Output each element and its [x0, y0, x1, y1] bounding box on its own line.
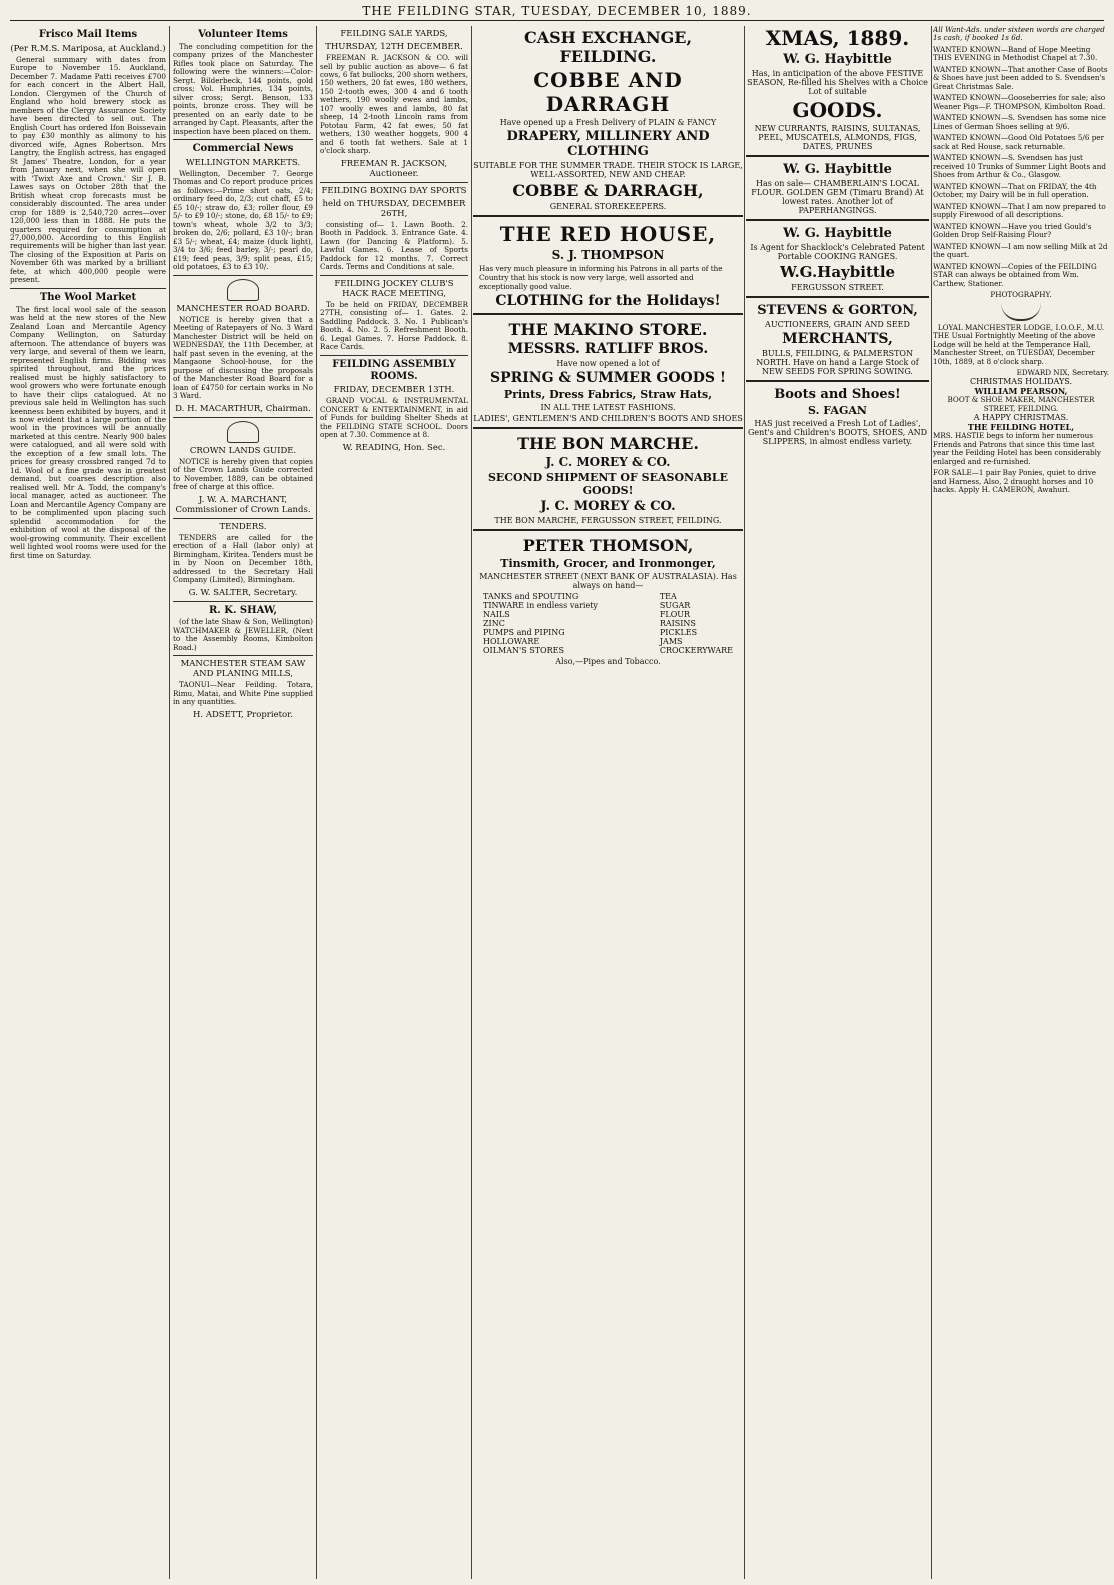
masthead: THE FEILDING STAR, TUESDAY, DECEMBER 10, 1889.	[362, 4, 752, 18]
haybittle-text-4: FERGUSSON STREET.	[791, 283, 884, 292]
ad-bon-marche-sign: J. C. MOREY & CO.	[540, 499, 676, 514]
ad-cobbe-sign2: GENERAL STOREKEEPERS.	[549, 202, 667, 211]
ad-red-house-text: Has very much pleasure in informing his Patrons in all parts of the Country that his stock is now very large, well assorted and exceptionally good value.	[479, 264, 723, 291]
classified-item: WANTED KNOWN—Band of Hope Meeting THIS EVENING in Methodist Chapel at 7.30.	[933, 44, 1098, 63]
ad-sale-yards-text: FREEMAN R. JACKSON & CO. will sell by public auction as above— 6 fat cows, 6 fat bullocks, 200 shorn wethers, 150 wethers, 20 fat ewes, 180 wethers, 150 2-tooth ewes, 300 4 and 6 tooth wethers, 190 woolly ewes and lambs, 107 woolly ewes and lambs, 80 fat sheep, 14 2-tooth Lincoln rams from Pototau Farm, 42 fat ewes, 50 fat wethers, 130 weather hoggets, 900 4 and 6 tooth fat wethers. Sale at 1 o'clock sharp.	[320, 53, 468, 156]
ad-assembly-text: GRAND VOCAL & INSTRUMENTAL CONCERT & ENTERTAINMENT, in aid of Funds for building Shelter Sheds at the FEILDING STATE SCHOOL. Doors open at 7.30. Commence at 8.	[320, 396, 468, 440]
divider	[320, 182, 468, 183]
ad-road-board-text: NOTICE is hereby given that a Meeting of Ratepayers of No. 3 Ward Manchester District will be held on WEDNESDAY, the 11th December, at half past seven in the evening, at the Mangaone School-house, for the purpose of discussing the proposals of the Manchester Road Board for a loan of £4750 for certain works in No 3 Ward.	[173, 314, 313, 401]
ad-sawmill-text: TAONUI—Near Feilding. Totara, Rimu, Matai, and White Pine supplied in any quantities.	[173, 680, 313, 707]
ad-sale-yards-sign: FREEMAN R. JACKSON, Auctioneer.	[340, 158, 448, 179]
article-volunteer-text: The concluding competition for the company prizes of the Manchester Rifles took place on Saturday. The following were the winners:—Color-Sergt. Bilderbeck, 144 points, gold cross; Vol. Humphries, 134 points, silver cross; Sergt. Benson, 133 points, bronze cross. They will be presented on an early date to be arranged by Capt. Pleasants, after the inspection have been placed on them.	[173, 41, 313, 136]
column-separator	[316, 26, 317, 1579]
ad-shaw-title: R. K. SHAW,	[208, 604, 277, 616]
hotel-name: THE FEILDING HOTEL,	[967, 421, 1075, 432]
fagan-name: S. FAGAN	[808, 404, 867, 417]
lodge-sign: EDWARD NIX, Secretary.	[1016, 367, 1109, 377]
ad-cobbe-sign: COBBE & DARRAGH,	[512, 181, 704, 200]
classified-item: WANTED KNOWN—I am now selling Milk at 2d the quart.	[933, 241, 1108, 260]
ad-makino-sub: MESSRS. RATLIFF BROS.	[507, 341, 709, 357]
ad-cobbe-title2: DRAPERY, MILLINERY AND CLOTHING	[506, 129, 710, 159]
ad-sawmill-sign: H. ADSETT, Proprietor.	[193, 709, 293, 720]
haybittle-text: Has, in anticipation of the above FESTIVE SEASON, Re-filled his Shelves with a Choice Lot of suitable	[747, 69, 928, 96]
ad-crown-lands-title: CROWN LANDS GUIDE.	[189, 445, 297, 456]
ad-cash-exchange-head: CASH EXCHANGE, FEILDING.	[523, 28, 693, 66]
divider	[173, 518, 313, 519]
pearson-sub: BOOT & SHOE MAKER, MANCHESTER STREET, FEILDING.	[947, 395, 1095, 413]
haybittle-name-4: W.G.Haybittle	[779, 263, 896, 281]
xmas-heading: XMAS, 1889.	[765, 26, 910, 50]
ad-tenders-text: TENDERS are called for the erection of a Hall (labor only) at Birmingham, Kiritea. Tenders must be in by Noon on December 18th, addressed to the Secretary Hall Company (Limited), Birmingham.	[173, 532, 313, 585]
ad-thomson-foot: Also,—Pipes and Tobacco.	[555, 657, 661, 666]
list-item: ZINC	[483, 619, 505, 628]
list-item: TANKS and SPOUTING	[483, 592, 579, 601]
heading-volunteer: Volunteer Items	[198, 29, 288, 40]
ad-shaw-text: (of the late Shaw & Son, Wellington) WATCHMAKER & JEWELLER, (Next to the Assembly Rooms, Kimbolton Road.)	[173, 617, 313, 652]
haybittle-flour	[746, 155, 929, 215]
goods-heading: GOODS.	[792, 98, 883, 122]
christmas-holidays-heading: CHRISTMAS HOLIDAYS.	[970, 377, 1072, 387]
article-frisco-text: General summary with dates from Europe to November 15. Auckland, December 7. Madame Patti receives £700 for each concert in the Albert Hall, London. Clergymen of the Church of England who hold brewery stock as members of the Clergy Assurance Society have been directed to sell out. The English Court has ordered Ifon Boissevain to pay £30 monthly as alimony to his divorced wife, Agnes Robertson. Mrs Langtry, the English actress, has engaged St James' Theatre, London, for a year from January next, when she will open with 'Twixt Axe and Crown.' Sir J. B. Lawes says on October 28th that the British wheat crop forecasts must be considerably discounted. The area under crop for 1889 is 2,540,720 acres—over 120,000 less than in 1888. He puts the quarters required for consumption at 27,000,000. According to this English requirements will be higher than last year. The closing of the Exposition at Paris on November 6th was marked by a brilliant fete, at which 400,000 people were present.	[10, 54, 166, 285]
list-item: CROCKERYWARE	[659, 646, 733, 655]
list-item: PICKLES	[659, 628, 698, 637]
happy-christmas-heading: A HAPPY CHRISTMAS.	[973, 413, 1069, 423]
ad-makino-big: SPRING & SUMMER GOODS !	[489, 370, 727, 386]
haybittle-name-2: W. G. Haybittle	[783, 162, 892, 177]
column-separator	[744, 26, 745, 1579]
ad-crown-lands-sign: J. W. A. MARCHANT, Commissioner of Crown Lands.	[175, 494, 311, 515]
list-item: RAISINS	[659, 619, 696, 628]
ad-jockey-club-text: To be held on FRIDAY, DECEMBER 27TH, consisting of— 1. Gates. 2. Saddling Paddock. 3. No. 1 Publican's Booth. 4. No. 2. 5. Refreshment Booth. 6. Legal Games. 7. Horse Paddock. 8. Race Cards.	[320, 299, 468, 352]
classified-item: WANTED KNOWN—Gooseberries for sale; also Weaner Pigs—F. THOMPSON, Kimbolton Road.	[933, 93, 1106, 111]
masthead-rule	[10, 20, 1104, 21]
ad-makino-title: THE MAKINO STORE.	[508, 320, 708, 339]
divider	[10, 288, 166, 289]
lodge-heading: LOYAL MANCHESTER LODGE, I.O.O.F., M.U.	[937, 322, 1105, 332]
ad-makino	[473, 313, 743, 423]
ad-sale-yards-date: THURSDAY, 12TH DECEMBER.	[325, 42, 463, 53]
ad-assembly-sign: W. READING, Hon. Sec.	[342, 442, 446, 453]
ad-cobbe-title: COBBE AND DARRAGH	[533, 68, 683, 116]
article-wool-text: The first local wool sale of the season was held at the new stores of the New Zealand Loan and Mercantile Agency Company Wellington, on Saturday afternoon. The attendance of buyers was very large, and several of them we learn, represented English firms. Bidding was spirited throughout, and the prices realised must be highly satisfactory to wool growers who were fortunate enough to have their clips catalogued. At no previous sale held in Wellington has such keenness been exhibited by buyers, and it is now evident that a large portion of the wool in the provinces will be annually marketed at this centre. Nearly 900 bales were catalogued, and all were sold with the exception of a few small lots. The prices for greasy crossbred ranged 7d to 1d. Wool of a fine grade was in greatest demand, but coarses description also realised well. Mr A. Todd, the company's local manager, acted as auctioneer. The Loan and Mercantile Agency Company are to be complimented upon placing such splendid accommodation for the exhibition of wool at the disposal of the wool-growing community. Their excellent well lighted wool rooms were used for the first time on Saturday.	[10, 304, 166, 560]
photography-heading: PHOTOGRAPHY.	[990, 290, 1052, 300]
divider	[173, 275, 313, 276]
divider	[320, 275, 468, 276]
goods-list: NEW CURRANTS, RAISINS, SULTANAS, PEEL, MUSCATELS, ALMONDS, FIGS, DATES, PRUNES	[754, 124, 921, 151]
classifieds-note: All Want-Ads. under sixteen words are charged 1s cash, if booked 1s 6d.	[933, 26, 1105, 43]
list-item: HOLLOWARE	[483, 637, 540, 646]
coat-of-arms-icon	[227, 279, 259, 301]
ad-thomson-list-left	[483, 592, 598, 655]
classified-item: WANTED KNOWN—Good Old Potatoes 5/6 per sack at Red House, sack returnable.	[933, 133, 1105, 151]
ad-sawmill-title: MANCHESTER STEAM SAW AND PLANING MILLS,	[180, 659, 306, 680]
ad-makino-line: Prints, Dress Fabrics, Straw Hats,	[503, 388, 713, 401]
column-separator	[169, 26, 170, 1579]
divider	[173, 655, 313, 656]
handshake-icon	[1001, 303, 1041, 321]
ad-cobbe-text: SUITABLE FOR THE SUMMER TRADE. THEIR STOCK IS LARGE, WELL-ASSORTED, NEW AND CHEAP.	[473, 161, 743, 179]
ad-red-house-sub: S. J. THOMPSON	[551, 248, 665, 262]
column-separator	[931, 26, 932, 1579]
classified-item: WANTED KNOWN—That on FRIDAY, the 4th October, my Dairy will be in full operation.	[933, 181, 1097, 200]
column-1	[10, 26, 166, 1579]
subheading-markets: WELLINGTON MARKETS.	[185, 157, 301, 168]
heading-frisco-mail: Frisco Mail Items	[38, 29, 138, 40]
haybittle-text-3: Is Agent for Shacklock's Celebrated Patent Portable COOKING RANGES.	[750, 243, 925, 261]
ad-jockey-club-title: FEILDING JOCKEY CLUB'S HACK RACE MEETING,	[334, 278, 454, 299]
haybittle-column	[746, 26, 929, 1579]
classified-item: WANTED KNOWN—That I am now prepared to supply Firewood of all descriptions.	[933, 201, 1106, 220]
list-item: FLOUR	[659, 610, 691, 619]
pearson-name: WILLIAM PEARSON,	[974, 385, 1068, 396]
ad-tenders-title: TENDERS.	[219, 521, 267, 532]
ad-bon-marche	[473, 427, 743, 525]
haybittle-ranges	[746, 219, 929, 292]
divider	[173, 139, 313, 140]
list-item: TEA	[659, 592, 677, 601]
boots-heading: Boots and Shoes!	[774, 387, 901, 402]
ad-bon-marche-sign2: THE BON MARCHE, FERGUSSON STREET, FEILDING.	[494, 516, 722, 525]
for-sale-text: FOR SALE—1 pair Bay Ponies, quiet to drive and Harness, Also, 2 draught horses and 10 hacks. Apply H. CAMERON, Awahuri.	[933, 468, 1096, 495]
divider	[320, 355, 468, 356]
lodge-text: THE Usual Fortnightly Meeting of the above Lodge will be held at the Temperance Hall, Manchester Street, on TUESDAY, December 10th, 1889, at 8 o'clock sharp.	[933, 331, 1096, 366]
list-item: OILMAN'S STORES	[483, 646, 564, 655]
ad-assembly-title: FEILDING ASSEMBLY ROOMS.	[332, 358, 456, 382]
ad-cobbe-sub: Have opened up a Fresh Delivery of PLAIN & FANCY	[499, 118, 717, 127]
classified-item: WANTED KNOWN—That another Case of Boots & Shoes have just been added to S. Svendsen's Great Christmas Sale.	[933, 64, 1108, 91]
fagan-ad	[746, 380, 929, 446]
haybittle-name: W. G. Haybittle	[783, 52, 892, 67]
ad-tenders-sign: G. W. SALTER, Secretary.	[188, 587, 298, 598]
list-item: JAMS	[659, 637, 683, 646]
stevens-title: STEVENS & GORTON,	[757, 303, 918, 318]
stevens-text: BULLS, FEILDING, & PALMERSTON NORTH. Have on hand a Large Stock of NEW SEEDS FOR SPRING SOWING.	[756, 349, 919, 376]
stevens-sub: AUCTIONEERS, GRAIN AND SEED	[765, 320, 910, 329]
ad-sale-yards-title: FEILDING SALE YARDS,	[340, 29, 448, 39]
list-item: SUGAR	[659, 601, 691, 610]
stevens-gorton	[746, 296, 929, 376]
ad-road-board-sign: D. H. MACARTHUR, Chairman.	[175, 403, 311, 414]
ad-assembly-date: FRIDAY, DECEMBER 13TH.	[333, 385, 455, 396]
ad-red-house	[473, 215, 743, 309]
ad-bon-marche-big: SECOND SHIPMENT OF SEASONABLE GOODS!	[487, 471, 729, 497]
ad-boxing-day-text: consisting of— 1. Lawn Booth. 2. Booth in Paddock. 3. Entrance Gate. 4. Lawn (for Dancing & Platform). 5. Lawful Games. 6. Lease of Sports Paddock for 12 months. 7. Correct Cards. Terms and Conditions at sale.	[320, 219, 468, 272]
coat-of-arms-icon	[227, 421, 259, 443]
ad-thomson-title: PETER THOMSON,	[522, 536, 694, 555]
hotel-text: MRS. HASTIE begs to inform her numerous Friends and Patrons that since this time last year the Feilding Hotel has been considerably enlarged and re-furnished.	[933, 431, 1101, 466]
ad-red-house-clothing: CLOTHING for the Holidays!	[495, 293, 721, 309]
ad-peter-thomson	[473, 529, 743, 666]
ad-thomson-list-right	[660, 592, 733, 655]
large-ads-column	[473, 26, 743, 1579]
fagan-text: HAS just received a Fresh Lot of Ladies', Gent's and Children's BOOTS, SHOES, AND SLIPPERS, in almost endless variety.	[747, 419, 928, 446]
ad-bon-marche-sub: J. C. MOREY & CO.	[545, 455, 671, 469]
ad-boxing-day-date: held on THURSDAY, DECEMBER 26TH,	[322, 198, 466, 219]
column-3	[320, 26, 468, 1579]
divider	[173, 601, 313, 602]
ad-bon-marche-title: THE BON MARCHE.	[517, 434, 699, 453]
ad-makino-foot: LADIES', GENTLEMEN'S AND CHILDREN'S BOOTS AND SHOES	[473, 414, 743, 423]
subheading-frisco: (Per R.M.S. Mariposa, at Auckland.)	[10, 43, 166, 54]
classified-item: WANTED KNOWN—Have you tried Gould's Golden Drop Self-Raising Flour?	[933, 221, 1092, 240]
ad-thomson-sub: Tinsmith, Grocer, and Ironmonger,	[500, 557, 716, 570]
ad-makino-text: Have now opened a lot of	[556, 359, 660, 368]
classifieds-column	[933, 26, 1109, 1579]
classified-item: WANTED KNOWN—S. Svendsen has some nice Lines of German Shoes selling at 9/6.	[933, 113, 1107, 131]
list-item: PUMPS and PIPING	[483, 628, 565, 637]
classified-item: WANTED KNOWN—S. Svendsen has just received 10 Trunks of Summer Light Boots and Shoes from Arthur & Co., Glasgow.	[933, 153, 1106, 180]
haybittle-name-3: W. G. Haybittle	[783, 226, 892, 241]
list-item: TINWARE in endless variety	[483, 601, 598, 610]
divider	[173, 417, 313, 418]
merchants-heading: MERCHANTS,	[782, 331, 893, 347]
column-separator	[471, 26, 472, 1579]
list-item: NAILS	[483, 610, 510, 619]
column-2	[173, 26, 313, 1579]
article-markets-text: Wellington, December 7. George Thomas and Co report produce prices as follows:—Prime short oats, 2/4; ordinary feed do, 2/3; cut chaff, £5 to £5 10/-; straw do, £3; roller flour, £9 5/- to £9 10/-; stone, do, £8 15/- to £9; town's wheat, whole 3/2 to 3/3; broken do, 2/6; pollard, £3 10/-; bran £3 5/-; wheat, £4; maize (duck light), 3/4 to 3/6; feed barley, 3/-; pearl do, £19; feed peas, 3/9; split peas, £15; old potatoes, £3 to £3 10/.	[173, 168, 313, 272]
ad-thomson-lists	[473, 592, 743, 655]
ad-thomson-text: MANCHESTER STREET (NEXT BANK OF AUSTRALASIA). Has always on hand—	[479, 572, 737, 590]
ad-boxing-day-title: FEILDING BOXING DAY SPORTS	[321, 185, 467, 196]
heading-commercial: Commercial News	[192, 143, 294, 155]
heading-wool-market: The Wool Market	[39, 291, 137, 303]
ad-crown-lands-text: NOTICE is hereby given that copies of the Crown Lands Guide corrected to November, 1889, can be obtained free of charge at this office.	[173, 456, 313, 492]
classified-item: WANTED KNOWN—Copies of the FEILDING STAR can always be obtained from Wm. Carthew, Stationer.	[933, 261, 1097, 288]
ad-makino-small: IN ALL THE LATEST FASHIONS.	[540, 403, 676, 412]
ad-red-house-title: THE RED HOUSE,	[499, 222, 717, 246]
haybittle-text-2: Has on sale— CHAMBERLAIN'S LOCAL FLOUR. GOLDEN GEM (Timaru Brand) At lowest rates. Another lot of PAPERHANGINGS.	[751, 179, 924, 215]
ad-road-board-title: MANCHESTER ROAD BOARD.	[176, 303, 310, 314]
